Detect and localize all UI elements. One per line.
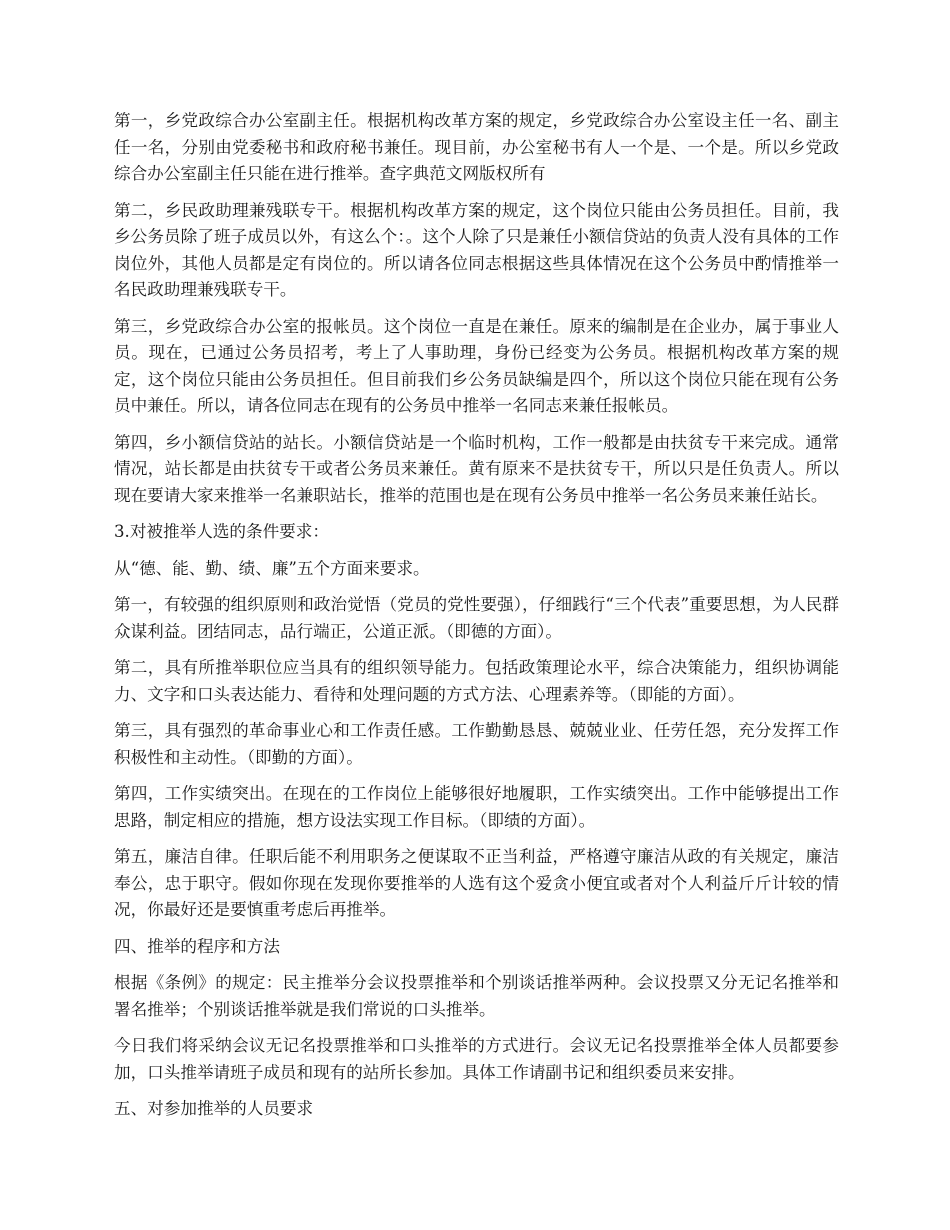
section-heading-requirements: 3.对被推举人选的条件要求： bbox=[114, 522, 329, 541]
paragraph-five-aspects: 从“德、能、勤、绩、廉”五个方面来要求。 bbox=[114, 558, 430, 578]
paragraph-requirement-performance: 第四，工作实绩突出。在现在的工作岗位上能够很好地履职，工作实绩突出。工作中能够提出工作思路，制定相应的措施，想方设法实现工作目标。（即绩的方面）。 bbox=[114, 784, 839, 830]
paragraph-position-credit-station-head: 第四，乡小额信贷站的站长。小额信贷站是一个临时机构，工作一般都是由扶贫专干来完成。通常情况，站长都是由扶贫专干或者公务员来兼任。黄有原来不是扶贫专干，所以只是任负责人。所以现在要请大家来推举一名兼职站长，推举的范围也是在现有公务员中推举一名公务员来兼任站长。 bbox=[114, 432, 839, 505]
paragraph-requirement-diligence: 第三，具有强烈的革命事业心和工作责任感。工作勤勤恳恳、兢兢业业、任劳任怨，充分发挥工作积极性和主动性。（即勤的方面）。 bbox=[114, 721, 839, 767]
paragraph-position-civil-affairs: 第二，乡民政助理兼残联专干。根据机构改革方案的规定，这个岗位只能由公务员担任。目前，我乡公务员除了班子成员以外，有这么个：。这个人除了只是兼任小额信贷站的负责人没有具体的工作岗位外，其他人员都是定有岗位的。所以请各位同志根据这些具体情况在这个公务员中酌情推举一名民政助理兼残联专干。 bbox=[114, 200, 839, 299]
paragraph-position-deputy-director: 第一，乡党政综合办公室副主任。根据机构改革方案的规定，乡党政综合办公室设主任一名、副主任一名，分别由党委秘书和政府秘书兼任。现目前，办公室秘书有人一个是、一个是。所以乡党政综合办公室副主任只能在进行推举。查字典范文网版权所有 bbox=[114, 111, 839, 183]
paragraph-procedure-rules: 根据《条例》的规定：民主推举分会议投票推举和个别谈话推举两种。会议投票又分无记名推举和署名推举；个别谈话推举就是我们常说的口头推举。 bbox=[114, 973, 839, 1019]
document-page bbox=[114, 108, 839, 1133]
paragraph-requirement-ability: 第二，具有所推举职位应当具有的组织领导能力。包括政策理论水平，综合决策能力，组织协调能力、文字和口头表达能力、看待和处理问题的方式方法、心理素养等。（即能的方面）。 bbox=[114, 658, 839, 704]
paragraph-procedure-today: 今日我们将采纳会议无记名投票推举和口头推举的方式进行。会议无记名投票推举全体人员都要参加，口头推举请班子成员和现有的站所长参加。具体工作请副书记和组织委员来安排。 bbox=[114, 1036, 839, 1082]
paragraph-requirement-virtue: 第一，有较强的组织原则和政治觉悟（党员的党性要强），仔细践行“三个代表”重要思想，为人民群众谋利益。团结同志，品行端正，公道正派。（即德的方面）。 bbox=[114, 595, 839, 641]
section-heading-participants: 五、对参加推举的人员要求 bbox=[114, 1099, 314, 1118]
section-heading-procedure: 四、推举的程序和方法 bbox=[114, 936, 280, 956]
paragraph-requirement-integrity: 第五，廉洁自律。任职后能不利用职务之便谋取不正当利益，严格遵守廉洁从政的有关规定，廉洁奉公，忠于职守。假如你现在发现你要推举的人选有这个爱贪小便宜或者对个人利益斤斤计较的情况，你最好还是要慎重考虑后再推举。 bbox=[114, 847, 839, 919]
paragraph-position-accountant: 第三，乡党政综合办公室的报帐员。这个岗位一直是在兼任。原来的编制是在企业办，属于事业人员。现在，已通过公务员招考，考上了人事助理，身份已经变为公务员。根据机构改革方案的规定，这个岗位只能由公务员担任。但目前我们乡公务员缺编是四个，所以这个岗位只能在现有公务员中兼任。所以，请各位同志在现有的公务员中推举一名同志来兼任报帐员。 bbox=[114, 316, 839, 415]
